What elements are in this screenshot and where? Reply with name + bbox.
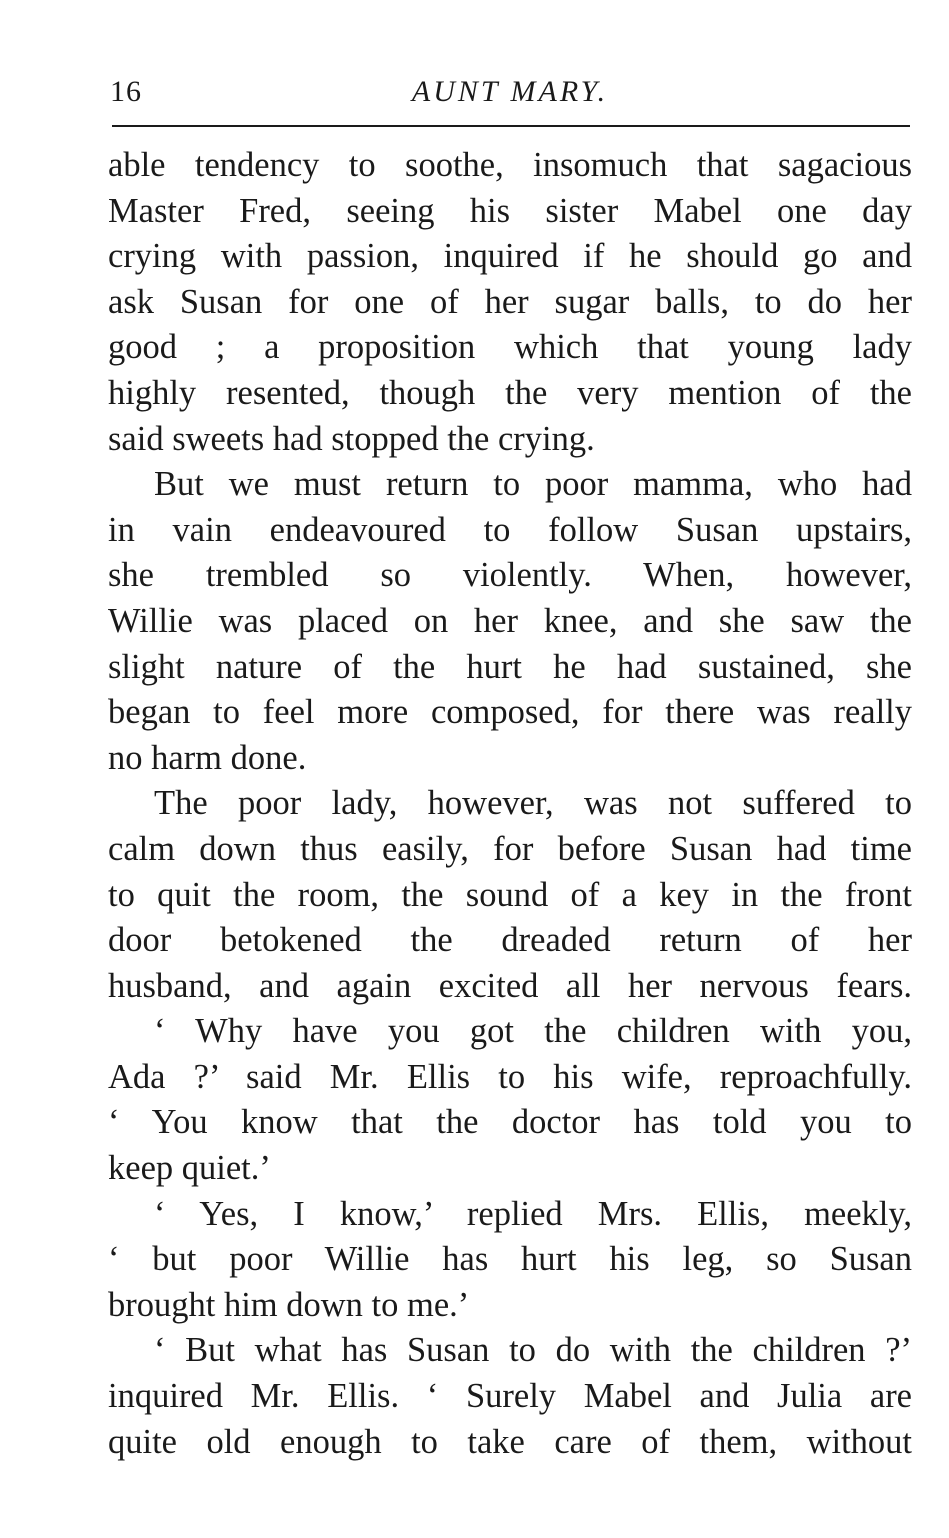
text-line: no harm done. bbox=[108, 738, 307, 777]
text-line: in vain endeavoured to follow Susan upstairs, bbox=[108, 510, 912, 549]
text-line: ‘ But what has Susan to do with the children ?’ bbox=[154, 1331, 912, 1370]
text-line: ask Susan for one of her sugar balls, to do her bbox=[108, 282, 912, 321]
text-line: Master Fred, seeing his sister Mabel one day bbox=[108, 191, 912, 230]
text-line: The poor lady, however, was not suffered to bbox=[154, 784, 912, 823]
text-line: ‘ but poor Willie has hurt his leg, so Susan bbox=[108, 1240, 912, 1279]
text-line: crying with passion, inquired if he should go and bbox=[108, 237, 912, 276]
page-number: 16 bbox=[110, 75, 142, 108]
text-line: began to feel more composed, for there was really bbox=[108, 693, 912, 732]
text-line: highly resented, though the very mention of the bbox=[108, 373, 912, 412]
text-line: brought him down to me.’ bbox=[108, 1285, 470, 1324]
text-line: good ; a proposition which that young lady bbox=[108, 328, 912, 367]
text-line: But we must return to poor mamma, who had bbox=[154, 465, 912, 504]
running-title: AUNT MARY. bbox=[411, 75, 609, 108]
text-line: ‘ You know that the doctor has told you to bbox=[108, 1103, 912, 1142]
text-line: husband, and again excited all her nervous fears. bbox=[108, 966, 912, 1005]
text-line: Ada ?’ said Mr. Ellis to his wife, reproachfully. bbox=[108, 1057, 912, 1096]
text-line: said sweets had stopped the crying. bbox=[108, 419, 595, 458]
body-text bbox=[108, 143, 912, 1465]
text-line: to quit the room, the sound of a key in the front bbox=[108, 875, 912, 914]
text-line: ‘ Yes, I know,’ replied Mrs. Ellis, meekly, bbox=[154, 1194, 912, 1233]
text-line: door betokened the dreaded return of her bbox=[108, 921, 912, 960]
text-line: Willie was placed on her knee, and she saw the bbox=[108, 601, 912, 640]
header-rule bbox=[112, 125, 910, 127]
text-line: keep quiet.’ bbox=[108, 1149, 271, 1188]
text-line: ‘ Why have you got the children with you, bbox=[154, 1012, 912, 1051]
text-line: slight nature of the hurt he had sustained, she bbox=[108, 647, 912, 686]
text-line: able tendency to soothe, insomuch that sagacious bbox=[108, 146, 912, 184]
text-line: inquired Mr. Ellis. ‘ Surely Mabel and Julia are bbox=[108, 1377, 912, 1416]
text-line: calm down thus easily, for before Susan had time bbox=[108, 829, 912, 868]
text-line: quite old enough to take care of them, without bbox=[108, 1422, 912, 1461]
text-line: she trembled so violently. When, however, bbox=[108, 556, 912, 595]
page-header bbox=[110, 70, 910, 114]
